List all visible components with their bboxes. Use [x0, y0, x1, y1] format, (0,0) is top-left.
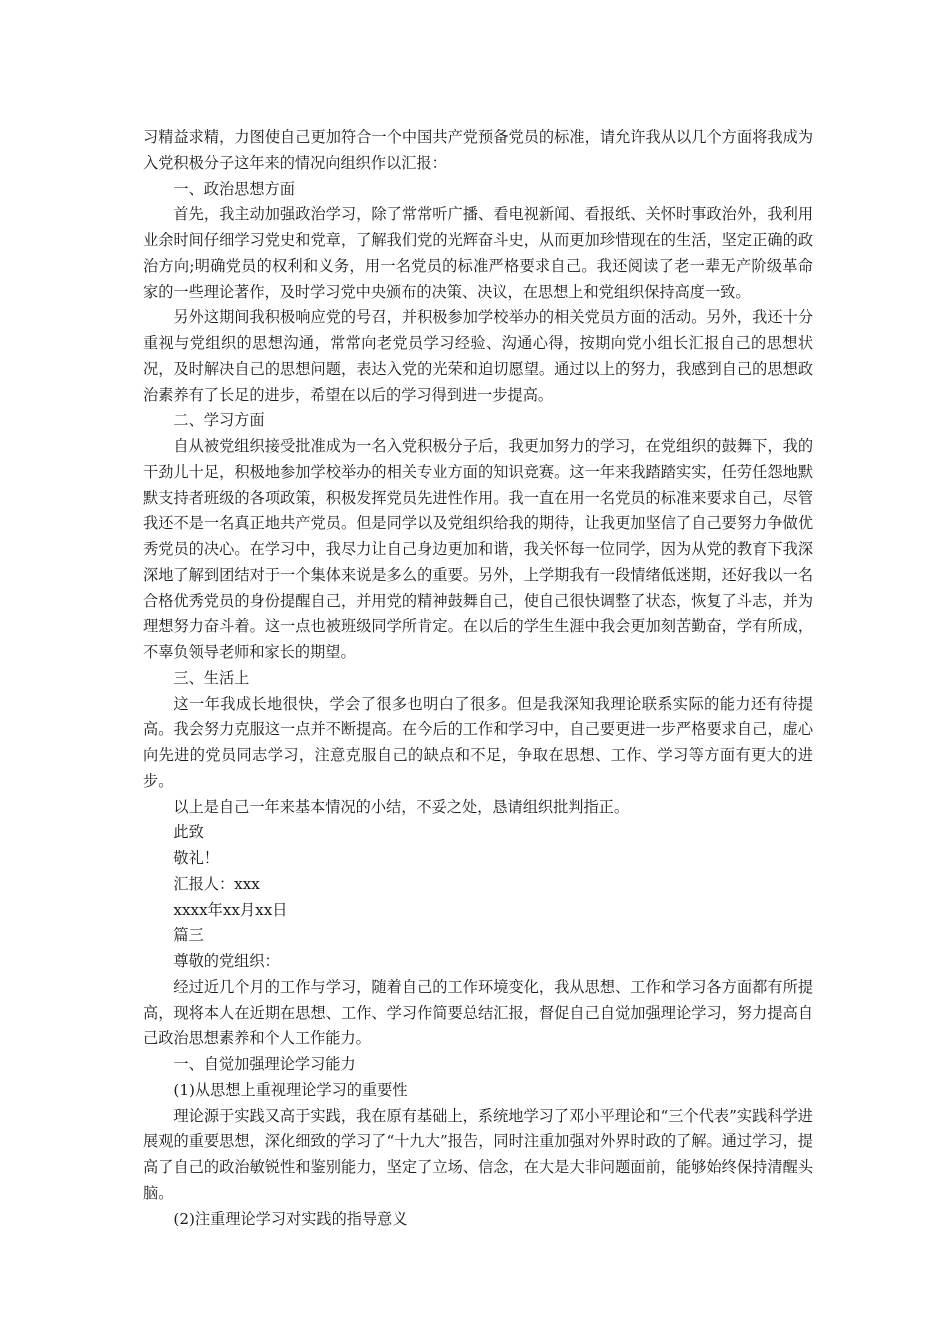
- paragraph-life: 这一年我成长地很快，学会了很多也明白了很多。但是我深知我理论联系实际的能力还有待提高。我会努力克服这一点并不断提高。在今后的工作和学习中，自己要更进一步严格要求自己，虚心向先进的党员同志学习，注意克服自己的缺点和不足，争取在思想、工作、学习等方面有更大的进步。: [143, 694, 813, 790]
- section-heading-study: 二、学习方面: [173, 411, 265, 430]
- paragraph-summary: 以上是自己一年来基本情况的小结，不妥之处，恳请组织批判指正。: [173, 797, 630, 816]
- section-heading-political: 一、政治思想方面: [173, 179, 295, 198]
- closing-salutation: 此致: [173, 823, 204, 842]
- section-heading-life: 三、生活上: [173, 668, 250, 687]
- subheading-theory-1: (1)从思想上重视理论学习的重要性: [173, 1080, 408, 1099]
- section-heading-theory: 一、自觉加强理论学习能力: [173, 1055, 356, 1073]
- subheading-theory-2: (2)注重理论学习对实践的指导意义: [173, 1209, 408, 1228]
- paragraph-political-2: 另外这期间我积极响应党的号召，并积极参加学校举办的相关党员方面的活动。另外，我还十分重视与党组织的思想沟通，常常向老党员学习经验、沟通心得，按期向党小组长汇报自己的思想状况，及时解决自己的思想问题，表达入党的光荣和迫切愿望。通过以上的努力，我感到自己的思想政治素养有了长足的进步，希望在以后的学习得到进一步提高。: [143, 308, 813, 404]
- report-date: xxxx年xx月xx日: [173, 900, 288, 919]
- paragraph-political-1: 首先，我主动加强政治学习，除了常常听广播、看电视新闻、看报纸、关怀时事政治外，我利用业余时间仔细学习党史和党章，了解我们党的光辉奋斗史，从而更加珍惜现在的生活，坚定正确的政治方向;明确党员的权利和义务，用一名党员的标准严格要求自己。我还阅读了老一辈无产阶级革命家的一些理论著作，及时学习党中央颁布的决策、决议，在思想上和党组织保持高度一致。: [143, 205, 813, 301]
- greeting: 尊敬的党组织：: [173, 952, 280, 970]
- part-title: 篇三: [173, 926, 204, 945]
- paragraph-intro: 经过近几个月的工作与学习，随着自己的工作环境变化，我从思想、工作和学习各方面都有所提高，现将本人在近期在思想、工作、学习作简要总结汇报，督促自己自觉加强理论学习，努力提高自己政治思想素养和个人工作能力。: [143, 977, 813, 1048]
- paragraph-study: 自从被党组织接受批准成为一名入党积极分子后，我更加努力的学习，在党组织的鼓舞下，我的干劲儿十足，积极地参加学校举办的相关专业方面的知识竞赛。这一年来我踏踏实实，任劳任怨地默默支持者班级的各项政策，积极发挥党员先进性作用。我一直在用一名党员的标准来要求自己，尽管我还不是一名真正地共产党员。但是同学以及党组织给我的期待，让我更加坚信了自己要努力争做优秀党员的决心。在学习中，我尽力让自己身边更加和谐，我关怀每一位同学，因为从党的教育下我深深地了解到团结对于一个集体来说是多么的重要。另外，上学期我有一段情绪低迷期，还好我以一名合格优秀党员的身份提醒自己，并用党的精神鼓舞自己，使自己很快调整了状态，恢复了斗志，并为理想努力奋斗着。这一点也被班级同学所肯定。在以后的学生生涯中我会更加刻苦勤奋，学有所成，不辜负领导老师和家长的期望。: [143, 437, 813, 661]
- document-body: [143, 125, 813, 1232]
- paragraph-theory: 理论源于实践又高于实践，我在原有基础上，系统地学习了邓小平理论和“三个代表”实践科学进展观的重要思想，深化细致的学习了“十九大”报告，同时注重加强对外界时政的了解。通过学习，提高了自己的政治敏锐性和鉴别能力，坚定了立场、信念，在大是大非问题面前，能够始终保持清醒头脑。: [143, 1106, 813, 1202]
- paragraph-continuation: 习精益求精，力图使自己更加符合一个中国共产党预备党员的标准，请允许我从以几个方面将我成为入党积极分子这年来的情况向组织作以汇报：: [143, 128, 813, 172]
- reporter-signature: 汇报人：xxx: [173, 874, 260, 893]
- closing-regards: 敬礼！: [173, 849, 219, 867]
